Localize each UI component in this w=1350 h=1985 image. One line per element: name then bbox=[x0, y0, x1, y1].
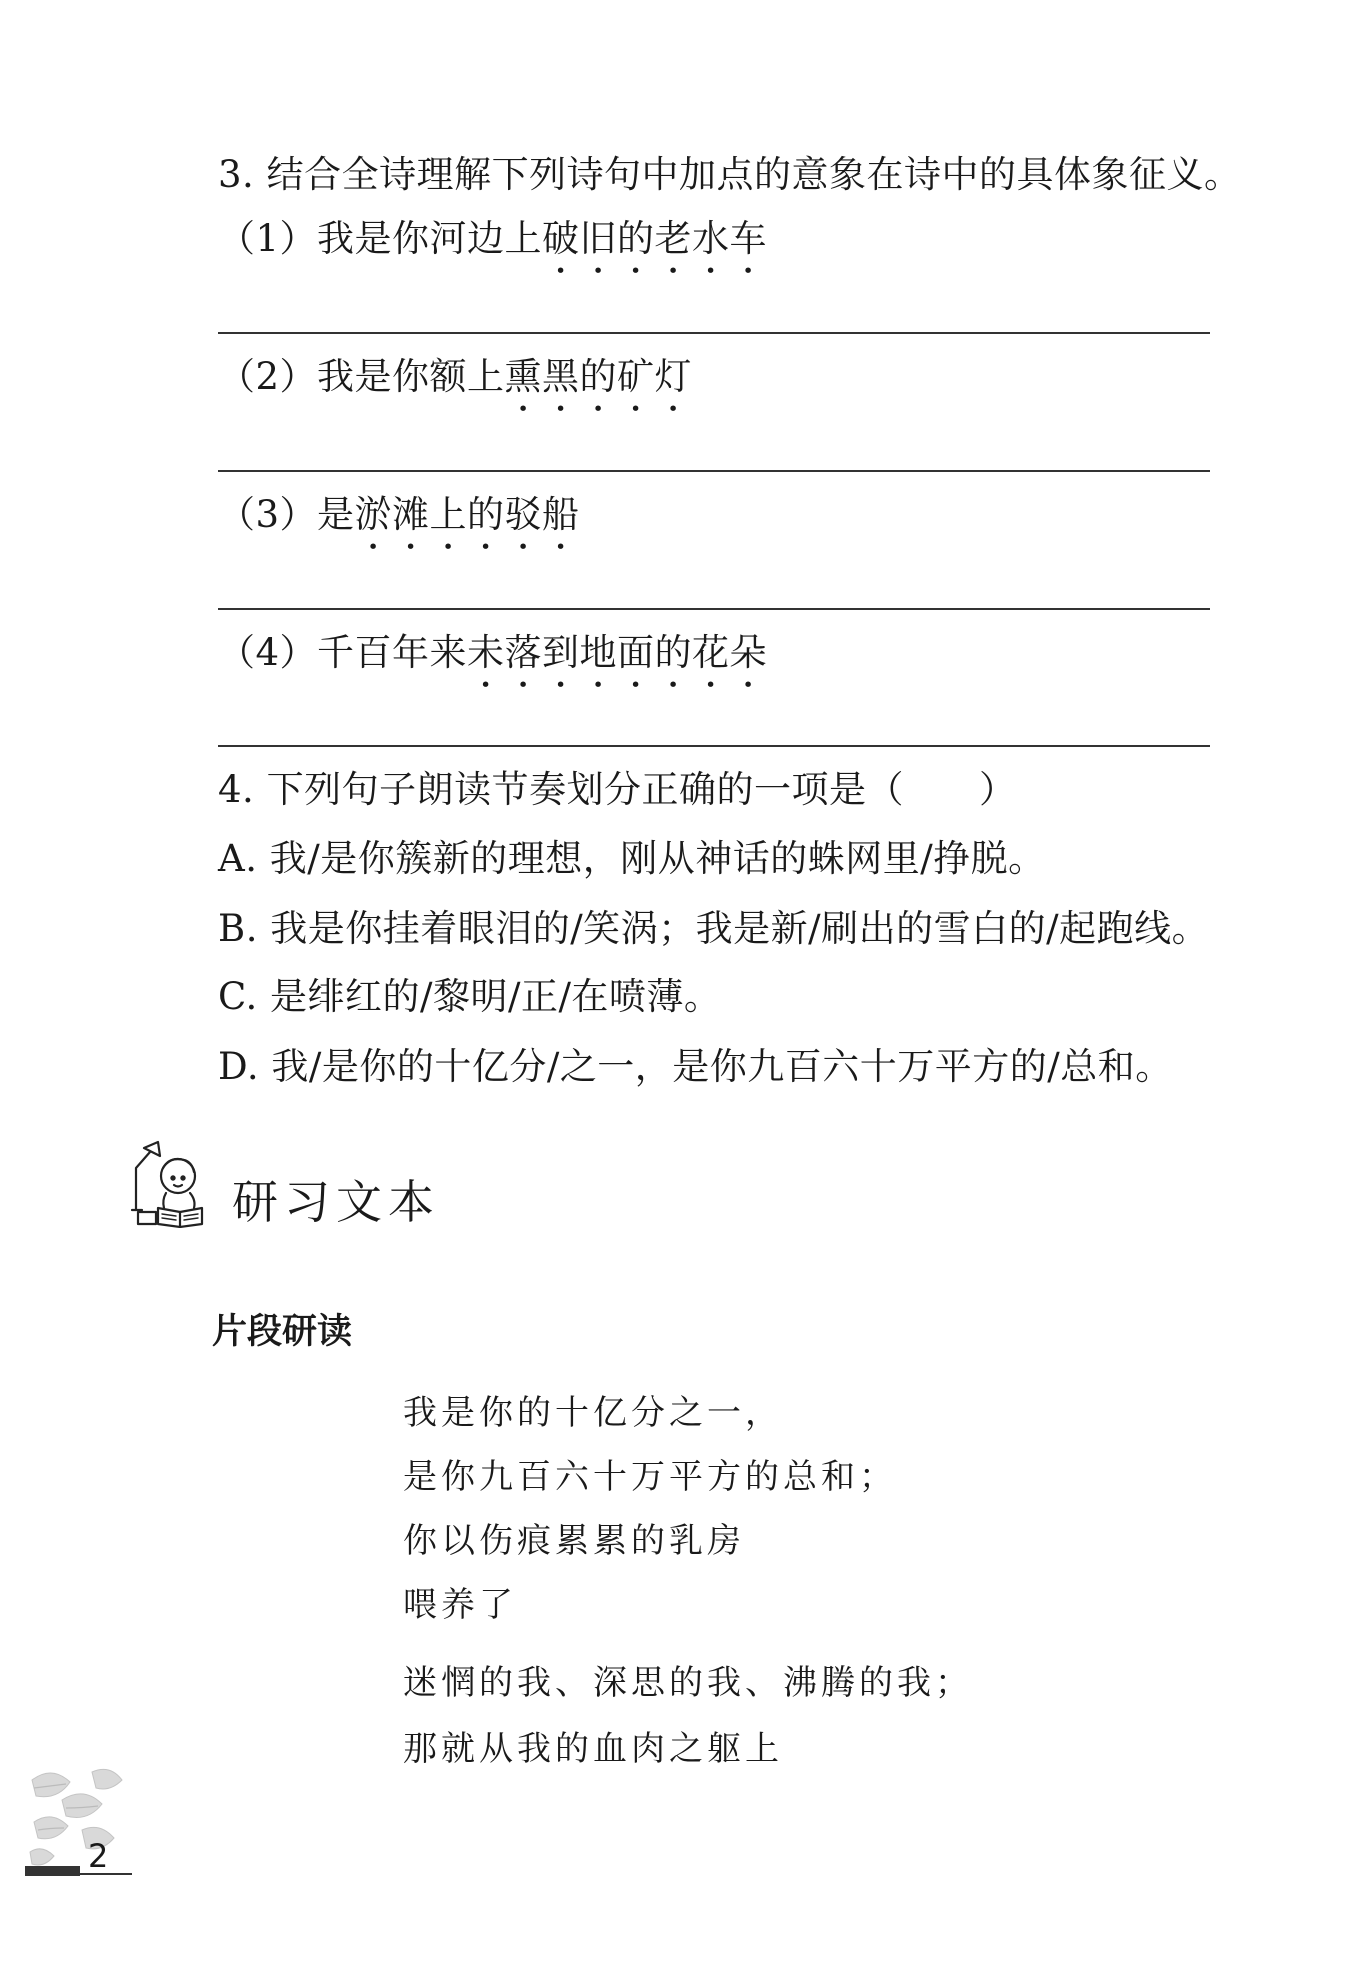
question-3-item-2 bbox=[218, 352, 692, 420]
item-prefix: （1）我是你河边上 bbox=[218, 217, 543, 260]
option-a[interactable]: A. 我/是你簇新的理想，刚从神话的蛛网里/挣脱。 bbox=[218, 837, 1046, 880]
item-prefix: （3）是 bbox=[218, 493, 355, 536]
option-c[interactable]: C. 是绯红的/黎明/正/在喷薄。 bbox=[218, 975, 722, 1018]
dotted-imagery: 破旧的老水车 bbox=[542, 217, 768, 260]
item-prefix: （4）千百年来 bbox=[218, 631, 468, 674]
student-reading-icon bbox=[128, 1138, 233, 1228]
leaf-decoration-icon bbox=[22, 1760, 142, 1880]
dotted-imagery: 熏黑的矿灯 bbox=[504, 355, 693, 398]
page-number-bar bbox=[25, 1866, 80, 1876]
question-3-item-4 bbox=[218, 628, 767, 696]
dotted-imagery: 淤滩上的驳船 bbox=[354, 493, 580, 536]
item-prefix: （2）我是你额上 bbox=[218, 355, 505, 398]
question-3-title: 3. 结合全诗理解下列诗句中加点的意象在诗中的具体象征义。 bbox=[218, 153, 1242, 196]
answer-line[interactable] bbox=[218, 608, 1210, 610]
question-3-item-3 bbox=[218, 490, 580, 558]
answer-line[interactable] bbox=[218, 745, 1210, 747]
poem-line: 那就从我的血肉之躯上 bbox=[403, 1729, 783, 1769]
poem-line: 喂养了 bbox=[403, 1585, 517, 1625]
poem-line: 你以伤痕累累的乳房 bbox=[403, 1521, 745, 1561]
poem-line: 我是你的十亿分之一， bbox=[403, 1393, 783, 1433]
question-4-title: 4. 下列句子朗读节奏划分正确的一项是（ ） bbox=[218, 768, 1017, 811]
option-d[interactable]: D. 我/是你的十亿分/之一，是你九百六十万平方的/总和。 bbox=[218, 1045, 1173, 1088]
question-3-item-1 bbox=[218, 214, 767, 282]
answer-line[interactable] bbox=[218, 470, 1210, 472]
answer-line[interactable] bbox=[218, 332, 1210, 334]
option-b[interactable]: B. 我是你挂着眼泪的/笑涡；我是新/刷出的雪白的/起跑线。 bbox=[218, 907, 1210, 950]
section-title: 研习文本 bbox=[232, 1175, 440, 1229]
poem-line: 迷惘的我、深思的我、沸腾的我； bbox=[403, 1663, 973, 1703]
page-number: 2 bbox=[88, 1837, 109, 1875]
poem-line: 是你九百六十万平方的总和； bbox=[403, 1457, 897, 1497]
dotted-imagery: 未落到地面的花朵 bbox=[467, 631, 768, 674]
excerpt-heading: 片段研读 bbox=[212, 1312, 353, 1352]
